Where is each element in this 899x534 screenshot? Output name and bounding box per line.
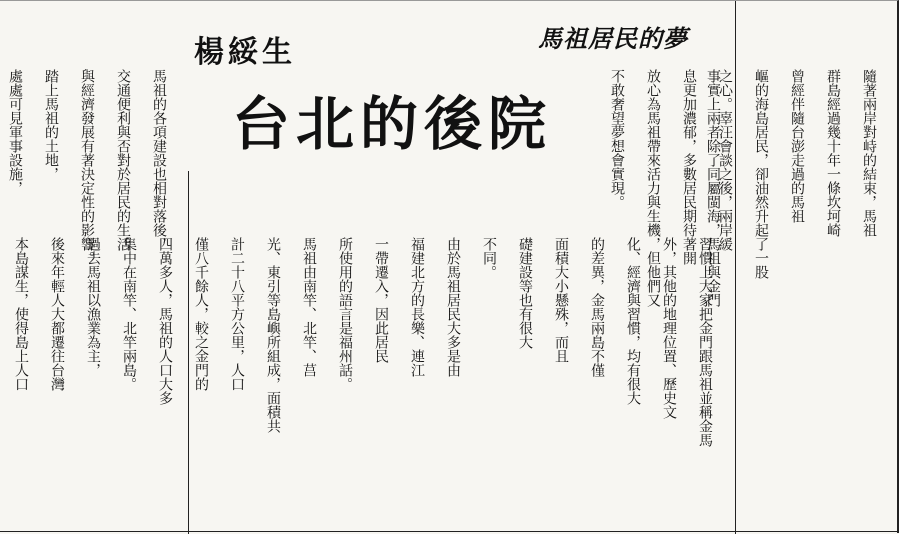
column-rule xyxy=(188,171,189,534)
body-col: 之心。辜汪會談之後，兩岸緩 xyxy=(717,69,733,251)
article-headline: 台北的後院 xyxy=(232,90,553,158)
body-col: 四萬多人，馬祖的人口大多 xyxy=(157,237,173,405)
article-body-left xyxy=(4,5,186,527)
body-col: 集中在南竿、北竿兩島。 xyxy=(121,237,137,391)
body-col: 隨著兩岸對峙的結束，馬祖 xyxy=(861,69,877,237)
body-col: 所使用的語言是福州話。 xyxy=(337,237,353,391)
body-col: 習慣上大家把金門跟馬祖並稱金馬 xyxy=(697,237,713,447)
body-col: 放心為馬祖帶來活力與生機，但他們又 xyxy=(645,69,661,307)
body-col: 馬祖的各項建設也相對落後， xyxy=(151,69,167,251)
body-col: 事實上兩者除了同屬閩海，馬祖與金門 xyxy=(705,69,721,307)
body-col: 與經濟發展有著決定性的影響。 xyxy=(79,69,95,265)
body-col: 不敢奢望夢想會實現。 xyxy=(609,69,625,209)
body-col: 交通便利與否對於居民的生活 xyxy=(115,69,131,251)
article-subtitle: 馬祖居民的夢 xyxy=(538,24,688,53)
body-col: 面積大小懸殊，而且 xyxy=(553,237,569,363)
body-col: 福建北方的長樂、連江 xyxy=(409,237,425,377)
body-col: 的差異，金馬兩島不僅 xyxy=(589,237,605,377)
body-col: 不同。 xyxy=(481,237,497,279)
body-col: 群島經過幾十年一條坎坷崎 xyxy=(825,69,841,237)
body-col: 息更加濃郁，多數居民期待著開 xyxy=(681,69,697,265)
body-col: 化、經濟與習慣，均有很大 xyxy=(625,237,641,405)
body-col: 計二十八平方公里，人口 xyxy=(229,237,245,391)
bottom-rule xyxy=(0,531,899,532)
body-col: 處處可見軍事設施， xyxy=(7,69,23,195)
body-col: 礎建設等也有很大 xyxy=(517,237,533,349)
body-col: 曾經伴隨台澎走過的馬祖 xyxy=(789,69,805,223)
body-col: 嶇的海島居民，卻油然升起了一股 xyxy=(753,69,769,279)
body-col: 後來年輕人大都遷往台灣 xyxy=(49,237,65,391)
article-byline: 楊綏生 xyxy=(194,35,296,70)
body-col: 馬祖由南竿、北竿、莒 xyxy=(301,237,317,377)
body-col: 一帶遷入，因此居民 xyxy=(373,237,389,363)
article-body-middle xyxy=(13,173,732,528)
body-col: 僅八千餘人，較之金門的 xyxy=(193,237,209,391)
body-col: 光、東引等島嶼所組成，面積共 xyxy=(265,237,281,433)
body-col: 由於馬祖居民大多是由 xyxy=(445,237,461,377)
body-col: 過去馬祖以漁業為主， xyxy=(85,237,101,377)
body-col: 本島謀生，使得島上人口 xyxy=(13,237,29,391)
body-col: 外，其他的地理位置、歷史文 xyxy=(661,237,677,419)
body-col: 踏上馬祖的土地， xyxy=(43,69,59,181)
